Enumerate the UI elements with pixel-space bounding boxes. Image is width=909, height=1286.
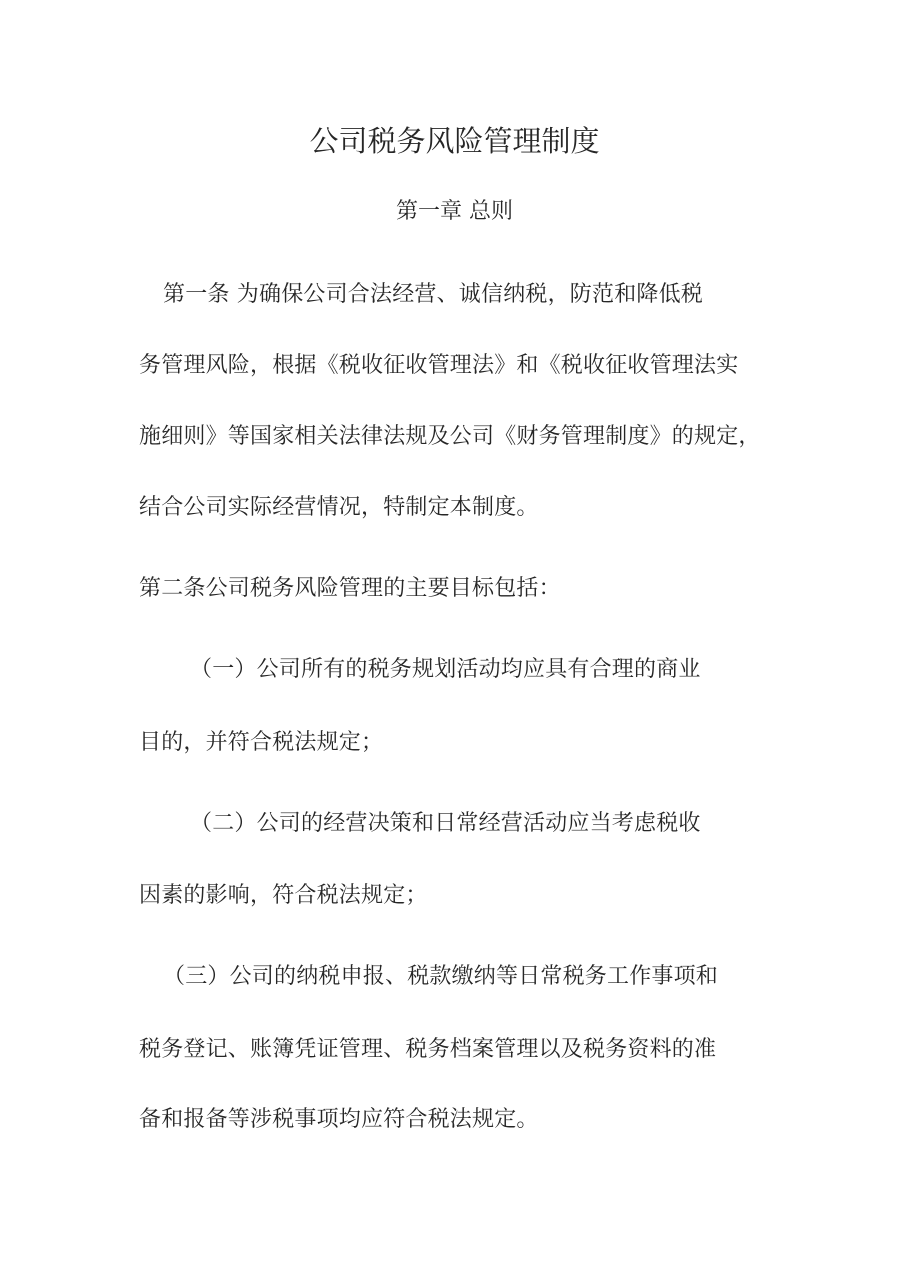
article-1-line-2: 务管理风险，根据《税收征收管理法》和《税收征收管理法实: [139, 353, 739, 378]
chapter-heading: 第一章 总则: [396, 199, 513, 224]
document-title: 公司税务风险管理制度: [309, 124, 600, 158]
article-1-line-3: 施细则》等国家相关法律法规及公司《财务管理制度》的规定，: [139, 424, 761, 449]
item-2-line-2: 因素的影响，符合税法规定；: [139, 883, 428, 908]
item-2-line-1: （二）公司的经营决策和日常经营活动应当考虑税收: [190, 811, 701, 836]
item-3-line-2: 税务登记、账簿凭证管理、税务档案管理以及税务资料的准: [139, 1037, 717, 1062]
item-3-line-3: 备和报备等涉税事项均应符合税法规定。: [139, 1107, 539, 1132]
article-1-line-4: 结合公司实际经营情况，特制定本制度。: [139, 495, 539, 520]
item-1-line-2: 目的，并符合税法规定；: [139, 730, 384, 755]
article-1-line-1: 第一条 为确保公司合法经营、诚信纳税，防范和降低税: [163, 282, 703, 307]
item-1-line-1: （一）公司所有的税务规划活动均应具有合理的商业: [190, 657, 701, 682]
article-2-line-1: 第二条公司税务风险管理的主要目标包括：: [139, 576, 561, 601]
item-3-line-1: （三）公司的纳税申报、税款缴纳等日常税务工作事项和: [163, 964, 719, 989]
